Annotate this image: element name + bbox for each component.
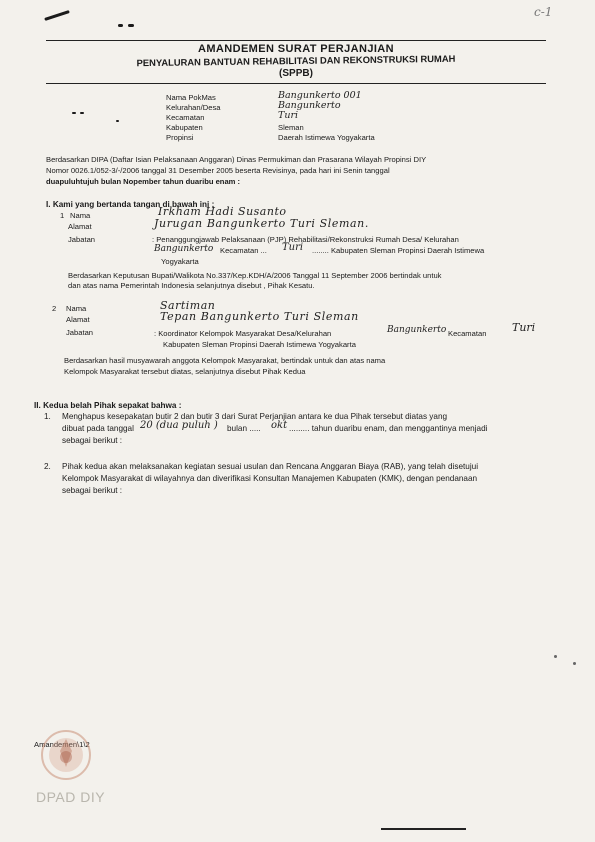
speck xyxy=(554,655,557,658)
party-1-jabatan-line-1: : Penanggungjawab Pelaksanaan (PJP) Rehabilitasi/Rekonstruksi Rumah Desa/ Kelurahan xyxy=(152,235,459,244)
section-2-heading: II. Kedua belah Pihak sepakat bahwa : xyxy=(34,401,182,410)
party-1-jabatan-kec: Turi xyxy=(282,242,304,253)
bottom-rule xyxy=(381,828,466,830)
propinsi-label: Propinsi xyxy=(166,133,194,142)
pen-mark xyxy=(44,10,70,21)
party-1-jabatan-kec-label: Kecamatan ... xyxy=(220,246,267,255)
page-reference: Amandemen\1\2 xyxy=(34,740,90,749)
item-1-number: 1. xyxy=(44,412,51,421)
item-1-line-3: sebagai berikut : xyxy=(62,436,123,445)
intro-line-3: duapuluhtujuh bulan Nopember tahun duaribu enam : xyxy=(46,177,241,186)
item-2-line-2: Kelompok Masyarakat di wilayahnya dan diverifikasi Konsultan Manajemen Kabupaten (KMK), dengan pendanaan xyxy=(62,474,478,483)
info-block xyxy=(166,90,466,153)
pen-dot xyxy=(118,24,123,27)
pen-dot xyxy=(80,112,84,114)
item-1-date: 20 (dua puluh ) xyxy=(140,420,218,431)
section-1-heading: I. Kami yang bertanda tangan di bawah ini : xyxy=(46,200,215,209)
party-2-note-2: Kelompok Masyarakat tersebut diatas, selanjutnya disebut Pihak Kedua xyxy=(64,367,306,376)
party-1-nama-label: Nama xyxy=(70,211,91,220)
item-1-line-2b: bulan ..... xyxy=(227,424,261,433)
kelurahan-value: Bangunkerto xyxy=(278,100,341,111)
item-1-month: okt xyxy=(271,420,288,431)
item-1-line-2a: dibuat pada tanggal xyxy=(62,424,134,433)
item-1-line-2c: ......... tahun duaribu enam, dan menggantinya menjadi xyxy=(289,424,488,433)
party-2-jabatan-kec-label: Kecamatan xyxy=(448,329,487,338)
agreement-item-1 xyxy=(44,411,592,451)
party-2-alamat-value: Tepan Bangunkerto Turi Sleman xyxy=(160,310,359,323)
kelurahan-label: Kelurahan/Desa xyxy=(166,103,221,112)
document-code: (SPPB) xyxy=(279,68,313,79)
party-2-note-1: Berdasarkan hasil musyawarah anggota Kelompok Masyarakat, bertindak untuk dan atas nama xyxy=(64,356,386,365)
pen-dot xyxy=(72,112,76,114)
party-2-jabatan-kec: Turi xyxy=(512,321,536,334)
party-2-jabatan-line-2: Kabupaten Sleman Propinsi Daerah Istimewa Yogyakarta xyxy=(163,340,356,349)
kabupaten-value: Sleman xyxy=(278,123,304,132)
party-1-note-2: dan atas nama Pemerintah Indonesia selanjutnya disebut , Pihak Kesatu. xyxy=(68,281,315,290)
party-2 xyxy=(48,299,578,376)
party-1-jabatan-label: Jabatan xyxy=(68,235,96,244)
party-1-alamat-label: Alamat xyxy=(68,222,92,231)
party-1-nama-value: Irkham Hadi Susanto xyxy=(158,205,287,218)
intro-line-1: Berdasarkan DIPA (Daftar Isian Pelaksanaan Anggaran) Dinas Permukiman dan Prasarana Wilayah Propinsi DIY xyxy=(46,155,427,164)
party-1-jabatan-desa: Bangunkerto xyxy=(154,244,214,254)
propinsi-value: Daerah Istimewa Yogyakarta xyxy=(278,133,375,142)
party-1-note-1: Berdasarkan Keputusan Bupati/Walikota No.337/Kep.KDH/A/2006 Tanggal 11 September 2006 bertindak untuk xyxy=(68,271,442,280)
pokmas-value: Bangunkerto 001 xyxy=(278,90,362,101)
agreement-item-2 xyxy=(44,461,592,501)
party-2-nama-value: Sartiman xyxy=(160,299,216,312)
kecamatan-label: Kecamatan xyxy=(166,113,205,122)
pen-dot xyxy=(116,120,119,122)
party-1 xyxy=(56,205,576,300)
item-1-line-1: Menghapus kesepakatan butir 2 dan butir 3 dari Surat Perjanjian antara ke dua Pihak tersebut diatas yang xyxy=(62,412,448,421)
dpad-seal-logo xyxy=(38,727,94,783)
kabupaten-label: Kabupaten xyxy=(166,123,203,132)
party-1-jabatan-rest: ........ Kabupaten Sleman Propinsi Daerah Istimewa xyxy=(312,246,485,255)
watermark: DPAD DIY xyxy=(36,789,106,805)
party-1-number: 1 xyxy=(60,211,65,220)
document-subtitle: PENYALURAN BANTUAN REHABILITASI DAN REKONSTRUKSI RUMAH xyxy=(136,52,456,69)
item-2-number: 2. xyxy=(44,462,51,471)
party-2-nama-label: Nama xyxy=(66,304,87,313)
pen-dot xyxy=(128,24,134,27)
item-2-line-1: Pihak kedua akan melaksanakan kegiatan sesuai usulan dan Rencana Anggaran Biaya (RAB), yang telah disetujui xyxy=(62,462,479,471)
party-1-jabatan-line-3: Yogyakarta xyxy=(161,257,199,266)
party-2-jabatan-desa: Bangunkerto xyxy=(387,325,447,335)
party-2-number: 2 xyxy=(52,304,57,313)
corner-note: c-1 xyxy=(534,5,553,19)
speck xyxy=(573,662,576,665)
party-2-jabatan-label: Jabatan xyxy=(66,328,94,337)
intro-line-2: Nomor 0026.1/052-3/-/2006 tanggal 31 Desember 2005 beserta Revisinya, pada hari ini Senin tanggal xyxy=(46,166,390,175)
party-2-alamat-label: Alamat xyxy=(66,315,90,324)
item-2-line-3: sebagai berikut : xyxy=(62,486,123,495)
party-2-jabatan-line-1: : Koordinator Kelompok Masyarakat Desa/Kelurahan xyxy=(154,329,332,338)
pokmas-label: Nama PokMas xyxy=(166,93,216,102)
document-title: AMANDEMEN SURAT PERJANJIAN xyxy=(198,43,394,55)
party-1-alamat-value: Jurugan Bangunkerto Turi Sleman. xyxy=(154,217,369,230)
kecamatan-value: Turi xyxy=(278,110,299,121)
